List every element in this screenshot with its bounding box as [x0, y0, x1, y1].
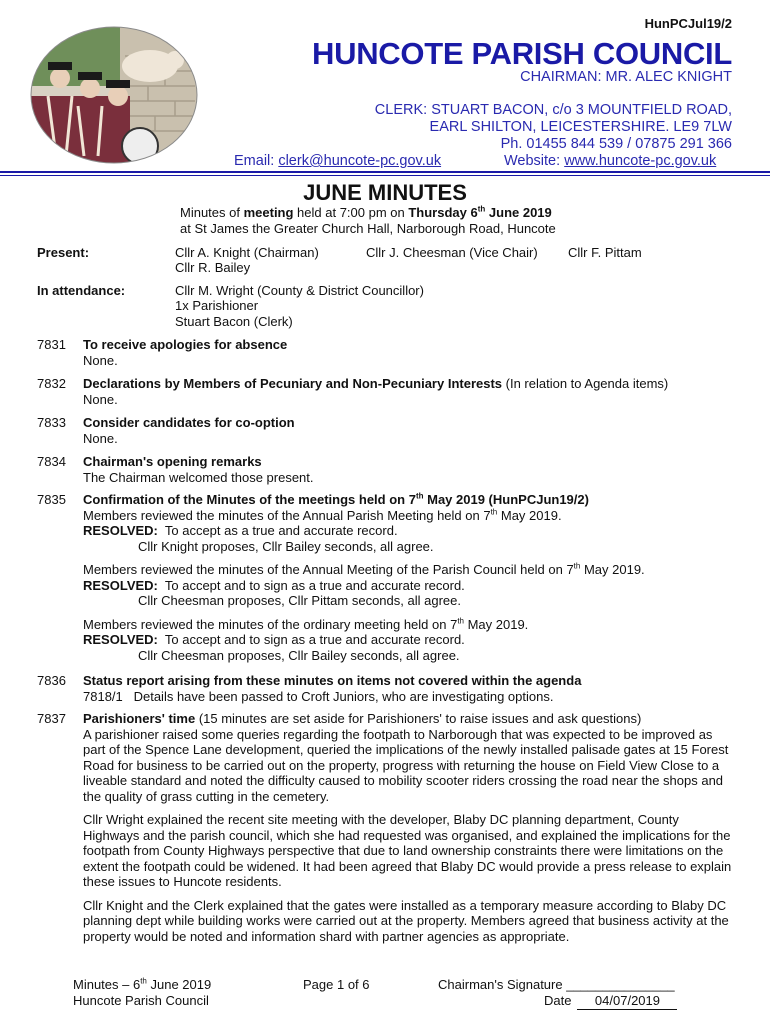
item-heading: Status report arising from these minutes on items not covered within the agenda [83, 673, 582, 688]
item-paragraph: Cllr Wright explained the recent site meeting with the developer, Blaby DC planning department, County Highways and the parish council, which she had requested was organised, and explained the implications for the footpath from County Highways perspective that due to land ownership constraints there were limitations on the extent the footpath could be widened. It had been agreed that Blaby DC would provide a press release to explain these issues to Huncote residents. [83, 812, 732, 889]
attendee: Stuart Bacon (Clerk) [175, 314, 293, 329]
meeting-details: Minutes of meeting held at 7:00 pm on Thursday 6th June 2019 [180, 204, 552, 220]
item-paragraph: Cllr Knight and the Clerk explained that the gates were installed as a temporary measure according to Blaby DC planning dept while building works were carried out at the property. Members agreed that business activity at the property would be noted and information shard with partner agencies as appropriate. [83, 897, 729, 944]
page-number: Page 1 of 6 [303, 977, 370, 992]
phone-line: Ph. 01455 844 539 / 07875 291 366 [500, 136, 732, 152]
email-label: Email: [234, 153, 279, 169]
council-name: HUNCOTE PARISH COUNCIL [312, 36, 732, 71]
present-member: Cllr J. Cheesman (Vice Chair) [366, 245, 538, 260]
vote-record: Cllr Cheesman proposes, Cllr Bailey seconds, all agree. [138, 647, 460, 663]
signature-date [544, 993, 677, 1010]
attendee: 1x Parishioner [175, 298, 259, 313]
present-member: Cllr A. Knight (Chairman) [175, 245, 319, 260]
item-heading: Chairman's opening remarks [83, 454, 262, 469]
item-paragraph: A parishioner raised some queries regarding the footpath to Narborough that was expected to be improved as part of the Spence Lane development, queried the implications of the newly installed palisade gates at 15 Forest Road for business to be carried out on the property, progress with returning the house on Field View Close to a liveable standard and noted the difficulty caused to mobility scooter riders crossing the road near the shops and the quality of grass cutting in the cemetery. [83, 726, 729, 804]
header-divider [0, 171, 770, 173]
minute-item-7831 [83, 337, 733, 368]
document-reference: HunPCJul19/2 [644, 16, 732, 31]
item-text: Members reviewed the minutes of the Annual Parish Meeting held on 7th May 2019. [83, 507, 562, 523]
website-line [504, 153, 716, 169]
item-number: 7833 [37, 415, 66, 430]
minute-item-7834 [83, 454, 733, 485]
item-note: (15 minutes are set aside for Parishioners' to raise issues and ask questions) [195, 711, 642, 726]
item-heading: Declarations by Members of Pecuniary and Non-Pecuniary Interests [83, 376, 503, 391]
item-number: 7837 [37, 711, 66, 726]
item-number: 7832 [37, 376, 66, 391]
item-text: 7818/1 Details have been passed to Croft Juniors, who are investigating options. [83, 688, 554, 704]
present-member: Cllr F. Pittam [568, 245, 642, 260]
item-number: 7834 [37, 454, 66, 469]
parish-logo [30, 26, 198, 164]
item-text: None. [83, 391, 118, 407]
item-note: (In relation to Agenda items) [502, 376, 669, 391]
present-label: Present: [37, 245, 90, 260]
meeting-venue: at St James the Greater Church Hall, Narborough Road, Huncote [180, 221, 556, 236]
item-text: The Chairman welcomed those present. [83, 469, 314, 485]
minute-item-7836 [83, 673, 733, 704]
chairman-line: CHAIRMAN: MR. ALEC KNIGHT [520, 69, 732, 85]
page-title: JUNE MINUTES [303, 180, 467, 205]
item-heading: Confirmation of the Minutes of the meetings held on 7th May 2019 (HunPCJun19/2) [83, 491, 589, 507]
date-label: Date [544, 993, 572, 1008]
item-text: None. [83, 352, 118, 368]
website-link[interactable]: www.huncote-pc.gov.uk [564, 153, 717, 169]
resolved-label: RESOLVED: [83, 577, 158, 593]
attendee: Cllr M. Wright (County & District Councillor) [175, 283, 424, 298]
clerk-address-line-1: CLERK: STUART BACON, c/o 3 MOUNTFIELD ROAD, [374, 102, 732, 118]
minute-item-7832 [83, 376, 733, 407]
header-divider-thin [0, 175, 770, 176]
item-heading: Parishioners' time [83, 711, 196, 726]
minute-item-7837 [83, 711, 733, 944]
item-heading: To receive apologies for absence [83, 337, 288, 352]
attendance-label: In attendance: [37, 283, 126, 298]
resolved-label: RESOLVED: [83, 523, 158, 538]
date-value: 04/07/2019 [577, 993, 677, 1010]
vote-record: Cllr Knight proposes, Cllr Bailey seconds, all agree. [138, 538, 434, 554]
item-number: 7835 [37, 492, 66, 507]
item-heading: Consider candidates for co-option [83, 415, 295, 430]
email-line [234, 153, 441, 169]
vote-record: Cllr Cheesman proposes, Cllr Pittam seconds, all agree. [138, 593, 461, 608]
item-number: 7831 [37, 337, 66, 352]
chairman-signature-line: Chairman's Signature _______________ [438, 977, 675, 992]
footer-council: Huncote Parish Council [73, 993, 209, 1008]
clerk-address-line-2: EARL SHILTON, LEICESTERSHIRE. LE9 7LW [429, 119, 732, 135]
item-number: 7836 [37, 673, 66, 688]
resolved-label: RESOLVED: [83, 632, 158, 647]
email-link[interactable]: clerk@huncote-pc.gov.uk [278, 153, 442, 169]
item-text: None. [83, 430, 118, 446]
footer-minutes-date: Minutes – 6th June 2019 [73, 976, 212, 992]
present-member: Cllr R. Bailey [175, 260, 251, 275]
minute-item-7833 [83, 415, 733, 446]
website-label: Website: [504, 153, 565, 169]
minute-item-7835: Confirmation of the Minutes of the meetings held on 7th May 2019 (HunPCJun19/2) Members reviewed the minutes of the Annual Parish Meeting held on 7th May 2019. RESOLVED: To accept as a true and accurate record. Cllr Knight proposes, Cllr Bailey seconds, all agree. Members reviewed the minutes of the Annual Meeting of the Parish Council held on 7th May 2019. RESOLVED: To accept and to sign as a true and accurate record. Cllr Cheesman proposes, Cllr Pittam seconds, all agree. Members reviewed the minutes of the ordinary meeting held on 7th May 2019. RESOLVED: To accept and to sign as a true and accurate record. Cllr Cheesman proposes, Cllr Bailey seconds, all agree. [83, 492, 733, 663]
